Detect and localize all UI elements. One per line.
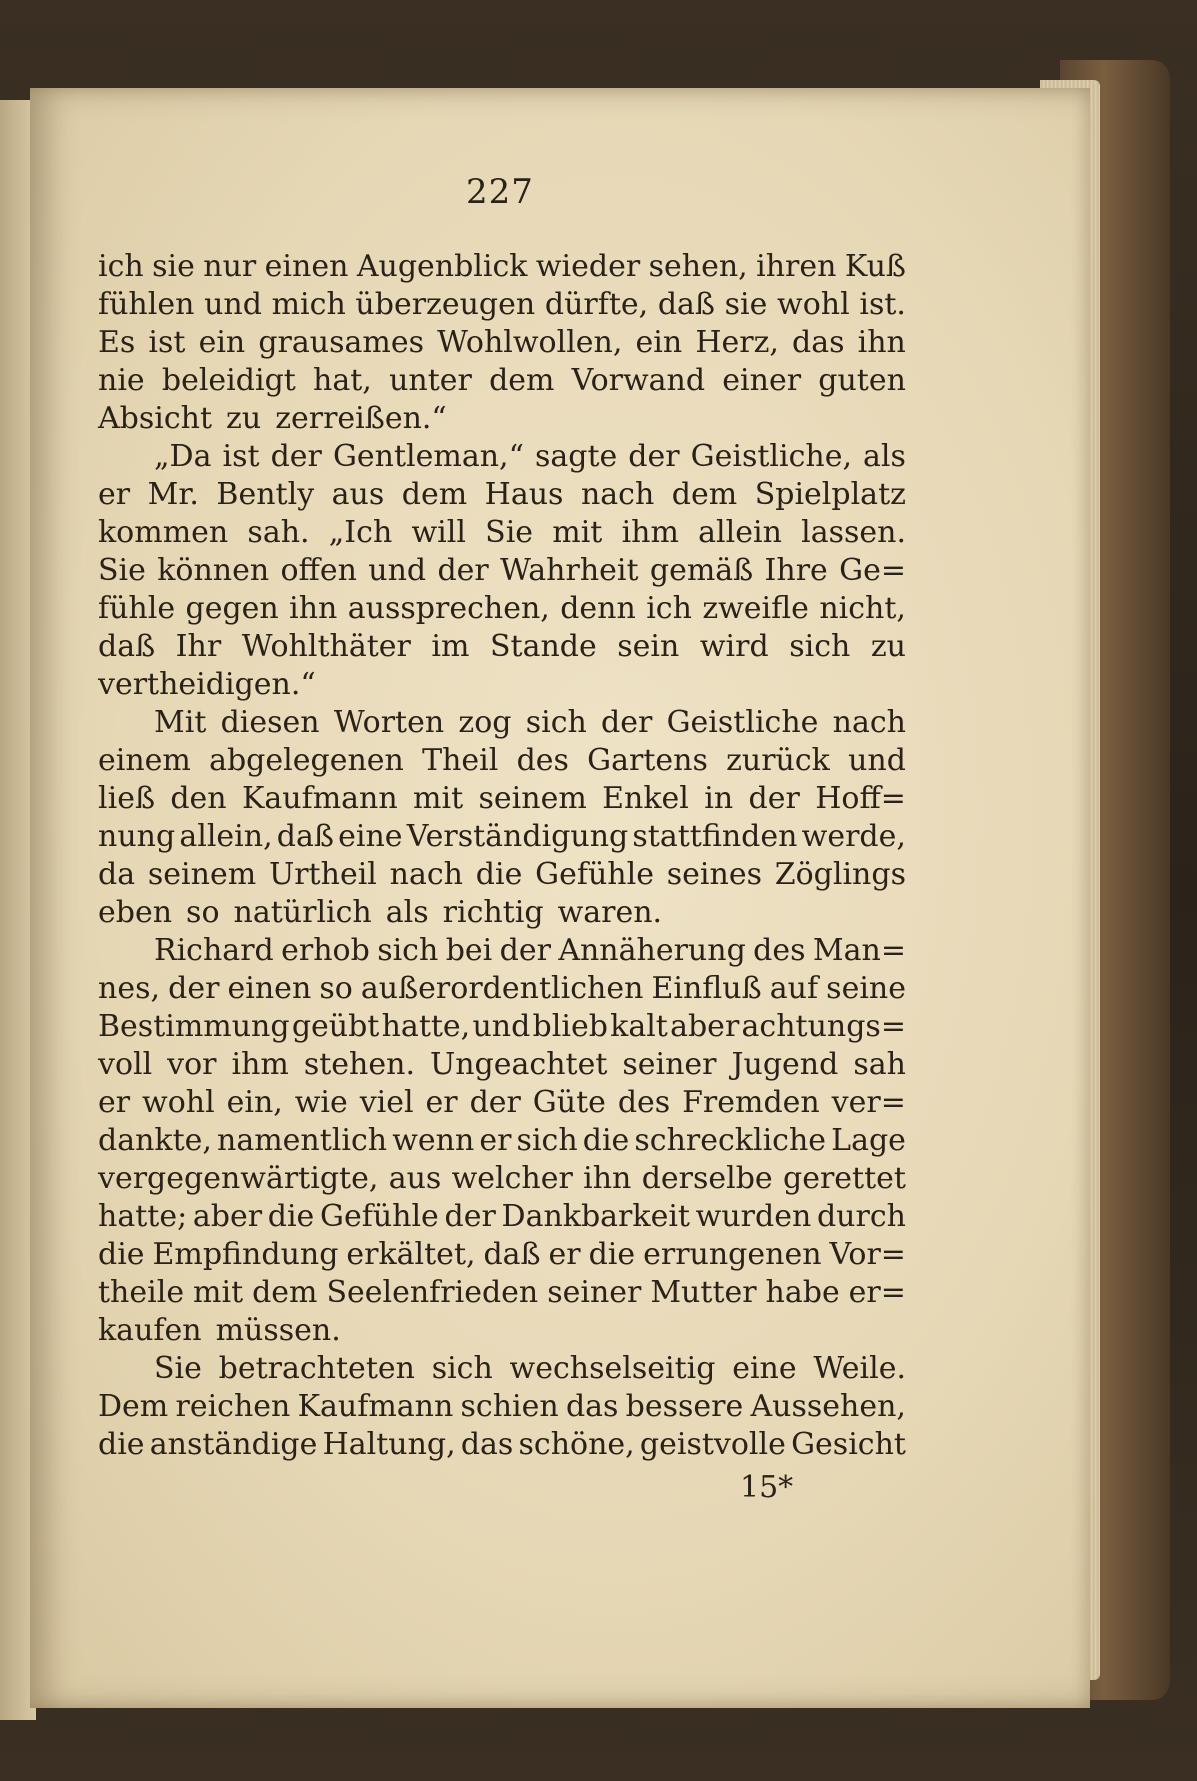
word: wohl (142, 1085, 215, 1120)
word: aus (331, 477, 385, 512)
word: Mr. (147, 477, 199, 512)
word: sah. (247, 515, 310, 550)
word: Spielplatz (754, 477, 906, 512)
word: bei (445, 933, 493, 968)
word: mit (193, 1275, 244, 1310)
word: dem (252, 1275, 318, 1310)
text-line (98, 1312, 906, 1350)
word: mit (413, 781, 464, 816)
text-line (98, 856, 906, 894)
word: erhob (281, 933, 370, 968)
word: betrachteten (218, 1351, 415, 1386)
word: als (385, 895, 429, 930)
word: welcher (451, 1161, 573, 1196)
word: er (98, 477, 131, 512)
word: so (186, 895, 220, 930)
word: Jugend (731, 1047, 839, 1082)
word: ihn (583, 1161, 632, 1196)
word: ließ (98, 781, 155, 816)
word: einen (264, 249, 349, 284)
word: er (479, 1123, 512, 1158)
word: im (431, 629, 470, 664)
word: theile (98, 1275, 185, 1310)
word: ich (646, 591, 692, 626)
word: gerettet (783, 1161, 906, 1196)
word: voll (98, 1047, 153, 1082)
word: nung (98, 819, 176, 854)
word: das (565, 1389, 619, 1424)
word: Zöglings (774, 857, 906, 892)
word: aber (192, 1199, 263, 1234)
word: daß (276, 819, 334, 854)
word: wenn (392, 1123, 475, 1158)
word: vergegenwärtigte, (98, 1161, 379, 1196)
word: sich (431, 1351, 493, 1386)
word: Urtheil (268, 857, 377, 892)
text-line (98, 590, 906, 628)
word: auf (769, 971, 819, 1006)
word: ein (198, 325, 246, 360)
word: offen (280, 553, 357, 588)
word: geübt (291, 1009, 380, 1044)
text-line (98, 514, 906, 552)
word: stehen. (303, 1047, 415, 1082)
word: sich (789, 629, 851, 664)
word: denn (560, 591, 636, 626)
word: sich (377, 933, 439, 968)
word: sie (724, 287, 768, 322)
word: die (267, 1199, 315, 1234)
word: Absicht (98, 401, 213, 436)
word: Geistliche (666, 705, 819, 740)
word: vor (167, 1047, 217, 1082)
word: Herz, (695, 325, 779, 360)
word: hat, (313, 363, 372, 398)
word: mit (552, 515, 603, 550)
word: Kaufmann (297, 1389, 454, 1424)
word: dem (671, 477, 738, 512)
page-number: 227 (466, 172, 534, 212)
word: Empfindung (152, 1237, 339, 1272)
word: Aussehen, (750, 1389, 906, 1424)
word: der (499, 933, 551, 968)
word: und (472, 1009, 531, 1044)
word: einen (227, 971, 312, 1006)
word: werde, (801, 819, 906, 854)
word: wie (294, 1085, 348, 1120)
word: des (753, 933, 806, 968)
word: sehen, (648, 249, 748, 284)
word: wird (699, 629, 769, 664)
word: Stande (489, 629, 597, 664)
word: den (170, 781, 227, 816)
word: Enkel (602, 781, 689, 816)
word: der (469, 1085, 521, 1120)
word: ihn (289, 591, 338, 626)
text-line (98, 324, 906, 362)
word: die (98, 1237, 145, 1272)
word: gegen (185, 591, 279, 626)
word: Haltung, (322, 1427, 456, 1462)
word: eine (338, 819, 403, 854)
word: ich (98, 249, 144, 284)
word: Ihre (764, 553, 828, 588)
word: ihren (756, 249, 837, 284)
word: ein, (226, 1085, 283, 1120)
text-line (98, 894, 906, 932)
word: eben (98, 895, 173, 930)
text-line (98, 780, 906, 818)
text-line (98, 742, 906, 780)
word: ist (222, 439, 260, 474)
word: erkältet, (346, 1237, 476, 1272)
word: er (425, 1085, 458, 1120)
word: Wohlwollen, (437, 325, 623, 360)
word: die (475, 857, 523, 892)
word: mich (271, 287, 346, 322)
word: nach (580, 477, 655, 512)
word: geistvolle (639, 1427, 786, 1462)
text-line (98, 1046, 906, 1084)
word: des (516, 743, 569, 778)
word: zerreißen.“ (275, 401, 447, 436)
word: beleidigt (161, 363, 296, 398)
word: dem (401, 477, 468, 512)
word: der (270, 439, 322, 474)
word: der (444, 1199, 496, 1234)
word: nicht, (819, 591, 906, 626)
word: Fremden (682, 1085, 820, 1120)
word: Vorwand (571, 363, 706, 398)
text-line (98, 1008, 906, 1046)
word: vertheidigen.“ (98, 667, 316, 702)
word: Mutter (650, 1275, 757, 1310)
word: bessere (625, 1389, 744, 1424)
word: Kuß (844, 249, 906, 284)
word: und (204, 287, 262, 322)
word: seines (666, 857, 762, 892)
word: hatte, (381, 1009, 471, 1044)
word: Verständigung (406, 819, 629, 854)
word: der (168, 971, 220, 1006)
word: nach (832, 705, 906, 740)
word: dankte, (98, 1123, 212, 1158)
text-line (98, 1350, 906, 1388)
word: ist. (859, 287, 906, 322)
text-line (98, 1426, 906, 1464)
word: seiner (547, 1275, 642, 1310)
word: sich (516, 1123, 578, 1158)
word: stattfinden (632, 819, 798, 854)
word: ein (635, 325, 683, 360)
word: will (411, 515, 466, 550)
word: guten (818, 363, 906, 398)
word: eine (732, 1351, 797, 1386)
word: aber (670, 1009, 740, 1044)
word: seine (826, 971, 906, 1006)
word: wurden (695, 1199, 812, 1234)
word: Hoff= (815, 781, 906, 816)
word: Sie (154, 1351, 202, 1386)
text-line (98, 552, 906, 590)
word: er= (848, 1275, 906, 1310)
word: waren. (557, 895, 663, 930)
word: Gartens (587, 743, 708, 778)
word: Theil (422, 743, 499, 778)
word: „Ich (328, 515, 393, 550)
word: lassen. (801, 515, 906, 550)
word: seiner (622, 1047, 717, 1082)
text-line (98, 628, 906, 666)
word: Gentleman,“ (332, 439, 524, 474)
text-line (98, 1084, 906, 1122)
word: Wohlthäter (241, 629, 411, 664)
text-line (98, 1236, 906, 1274)
word: aus (388, 1161, 442, 1196)
word: nach (389, 857, 464, 892)
word: kaufen (98, 1313, 202, 1348)
word: zog (458, 705, 512, 740)
word: ihn (857, 325, 906, 360)
word: zu (226, 401, 262, 436)
word: sie (152, 249, 195, 284)
word: Augenblick (356, 249, 528, 284)
word: anständige (149, 1427, 318, 1462)
word: er (98, 1085, 131, 1120)
word: ver= (831, 1085, 906, 1120)
word: Richard (154, 933, 274, 968)
word: wohl (777, 287, 850, 322)
word: derselbe (641, 1161, 773, 1196)
word: des (617, 1085, 671, 1120)
text-line (98, 362, 906, 400)
word: achtungs= (741, 1009, 906, 1044)
word: fühle (98, 591, 176, 626)
word: der (601, 705, 653, 740)
word: allein, (179, 819, 273, 854)
word: Gefühle (320, 1199, 439, 1234)
word: einer (722, 363, 802, 398)
word: errungenen (643, 1237, 822, 1272)
body-text (98, 248, 906, 1464)
word: Sie (485, 515, 534, 550)
signature-mark: 15* (740, 1470, 794, 1505)
word: dem (489, 363, 555, 398)
word: viel (359, 1085, 414, 1120)
word: dürfte, (544, 287, 649, 322)
word: Gesicht (791, 1427, 906, 1462)
word: die (588, 1237, 636, 1272)
word: schreckliche (634, 1123, 827, 1158)
word: zurück (726, 743, 830, 778)
word: Ihr (175, 629, 222, 664)
word: schöne, (518, 1427, 635, 1462)
word: aussprechen, (347, 591, 550, 626)
word: Seelenfrieden (326, 1275, 539, 1310)
word: Einfluß (651, 971, 762, 1006)
word: die (98, 1427, 145, 1462)
word: ihm (621, 515, 679, 550)
word: durch (816, 1199, 906, 1234)
word: zweifle (702, 591, 809, 626)
word: namentlich (217, 1123, 388, 1158)
word: nur (203, 249, 257, 284)
word: Sie (98, 553, 146, 588)
word: Dem (98, 1389, 169, 1424)
word: das (792, 325, 845, 360)
word: Gefühle (535, 857, 654, 892)
word: gemäß (649, 553, 754, 588)
word: Es (98, 325, 136, 360)
text-line (98, 666, 906, 704)
word: das (460, 1427, 514, 1462)
word: Bestimmung (98, 1009, 290, 1044)
word: blieb (532, 1009, 608, 1044)
word: natürlich (233, 895, 372, 930)
text-line (98, 286, 906, 324)
word: Vor= (829, 1237, 906, 1272)
word: so (319, 971, 353, 1006)
word: Annäherung (558, 933, 746, 968)
word: sagte (534, 439, 618, 474)
word: Kaufmann (241, 781, 398, 816)
word: grausames (258, 325, 424, 360)
text-line (98, 704, 906, 742)
text-line (98, 1160, 906, 1198)
word: Ge= (839, 553, 906, 588)
word: abgelegenen (209, 743, 404, 778)
word: reichen (175, 1389, 291, 1424)
word: hatte; (98, 1199, 188, 1234)
word: und (848, 743, 906, 778)
word: unter (389, 363, 472, 398)
text-line (98, 248, 906, 286)
word: nie (98, 363, 145, 398)
word: sah (853, 1047, 906, 1082)
word: die (582, 1123, 630, 1158)
word: einem (98, 743, 191, 778)
word: der (437, 553, 489, 588)
text-line (98, 818, 906, 856)
word: Wahrheit (500, 553, 639, 588)
word: Ungeachtet (429, 1047, 608, 1082)
word: seinem (147, 857, 257, 892)
word: er (548, 1237, 581, 1272)
word: daß (98, 629, 156, 664)
word: da (98, 857, 136, 892)
word: der (628, 439, 680, 474)
word: Haus (484, 477, 564, 512)
word: „Da (154, 439, 212, 474)
word: kommen (98, 515, 229, 550)
word: der (748, 781, 800, 816)
text-line (98, 438, 906, 476)
word: in (704, 781, 734, 816)
word: kalt (610, 1009, 668, 1044)
word: ist (148, 325, 186, 360)
word: Mit (154, 705, 207, 740)
word: Geistliche, (690, 439, 852, 474)
word: überzeugen (355, 287, 536, 322)
text-line (98, 1274, 906, 1312)
word: fühlen (98, 287, 195, 322)
word: ihm (231, 1047, 289, 1082)
text-line (98, 400, 906, 438)
word: zu (870, 629, 906, 664)
word: Man= (812, 933, 906, 968)
text-line (98, 1198, 906, 1236)
word: wieder (535, 249, 641, 284)
word: außerordentlichen (360, 971, 644, 1006)
word: können (157, 553, 270, 588)
text-line (98, 970, 906, 1008)
word: sich (525, 705, 587, 740)
text-line (98, 476, 906, 514)
word: Bently (216, 477, 315, 512)
word: wechselseitig (509, 1351, 716, 1386)
word: Güte (532, 1085, 606, 1120)
text-line (98, 1122, 906, 1160)
word: seinem (478, 781, 587, 816)
word: als (863, 439, 906, 474)
word: und (368, 553, 427, 588)
word: sein (617, 629, 680, 664)
text-line (98, 1388, 906, 1426)
word: daß (657, 287, 715, 322)
word: Worten (333, 705, 445, 740)
word: Dankbarkeit (501, 1199, 690, 1234)
word: Weile. (813, 1351, 906, 1386)
word: nes, (98, 971, 161, 1006)
word: Lage (831, 1123, 906, 1158)
word: daß (483, 1237, 541, 1272)
word: diesen (220, 705, 320, 740)
word: schien (460, 1389, 559, 1424)
text-line (98, 932, 906, 970)
word: habe (765, 1275, 840, 1310)
word: richtig (442, 895, 544, 930)
word: allein (698, 515, 782, 550)
word: müssen. (215, 1313, 341, 1348)
